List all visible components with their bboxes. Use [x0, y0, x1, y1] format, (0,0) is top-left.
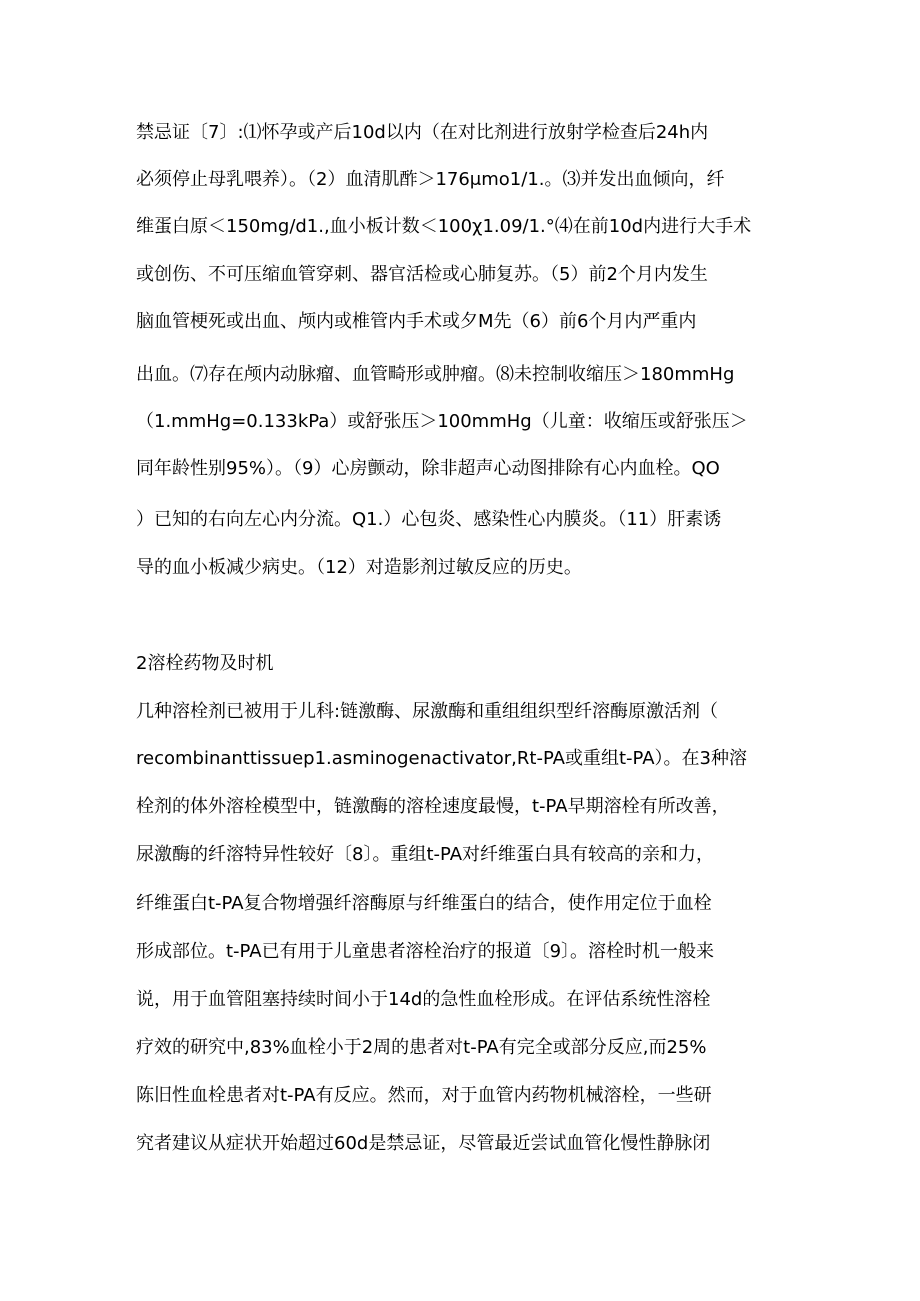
- paragraph-line: 栓剂的体外溶栓模型中，链激酶的溶栓速度最慢，t-PA早期溶栓有所改善，: [136, 796, 730, 817]
- paragraph-line: （1.mmHg=0.133kPa）或舒张压＞100mmHg（儿童：收缩压或舒张压＞: [136, 411, 748, 432]
- paragraph-line: 必须停止母乳喂养）。（2）血清肌酢＞176μmo1∕1.。⑶并发出血倾向，纤: [136, 169, 725, 190]
- paragraph-line: 维蛋白原＜150mg/d1.,血小板计数＜100χ1.09∕1.°⑷在前10d内进行大手术: [136, 216, 752, 237]
- paragraph-line: 究者建议从症状开始超过60d是禁忌证，尽管最近尝试血管化慢性静脉闭: [136, 1133, 711, 1154]
- paragraph-line: 脑血管梗死或出血、颅内或椎管内手术或夕M先（6）前6个月内严重内: [136, 311, 697, 332]
- paragraph-line: 或创伤、不可压缩血管穿刺、器官活检或心肺复苏。（5）前2个月内发生: [136, 264, 708, 285]
- paragraph-line: 导的血小板减少病史。（12）对造影剂过敏反应的历史。: [136, 557, 582, 578]
- paragraph-line: 疗效的研究中,83%血栓小于2周的患者对t-PA有完全或部分反应,而25%: [136, 1037, 707, 1058]
- paragraph-line: 陈旧性血栓患者对t-PA有反应。然而，对于血管内药物机械溶栓，一些研: [136, 1085, 712, 1106]
- paragraph-line: 说，用于血管阻塞持续时间小于14d的急性血栓形成。在评估系统性溶栓: [136, 989, 711, 1010]
- paragraph-line: ）已知的右向左心内分流。Q1.）心包炎、感染性心内膜炎。（11）肝素诱: [136, 509, 722, 530]
- section-heading: 2溶栓药物及时机: [136, 653, 274, 674]
- paragraph-line: 尿激酶的纤溶特异性较好〔8〕。重组t-PA对纤维蛋白具有较高的亲和力，: [136, 844, 715, 865]
- paragraph-line: 出血。⑺存在颅内动脉瘤、血管畸形或肿瘤。⑻未控制收缩压＞180mmHg: [136, 364, 735, 385]
- paragraph-line: 几种溶栓剂已被用于儿科:链激酶、尿激酶和重组组织型纤溶酶原激活剂（: [136, 701, 719, 722]
- paragraph-line: 纤维蛋白t-PA复合物增强纤溶酶原与纤维蛋白的结合，使作用定位于血栓: [136, 893, 712, 914]
- paragraph-line: 禁忌证〔7〕:⑴怀孕或产后10d以内（在对比剂进行放射学检查后24h内: [136, 122, 709, 143]
- paragraph-line: recombinanttissuep1.asminogenactivator,Rt-PA或重组t-PA）。在3种溶: [136, 748, 747, 769]
- paragraph-line: 同年龄性别95%）。（9）心房颤动，除非超声心动图排除有心内血栓。QO: [136, 458, 720, 479]
- paragraph-line: 形成部位。t-PA已有用于儿童患者溶栓治疗的报道〔9〕。溶栓时机一般来: [136, 941, 715, 962]
